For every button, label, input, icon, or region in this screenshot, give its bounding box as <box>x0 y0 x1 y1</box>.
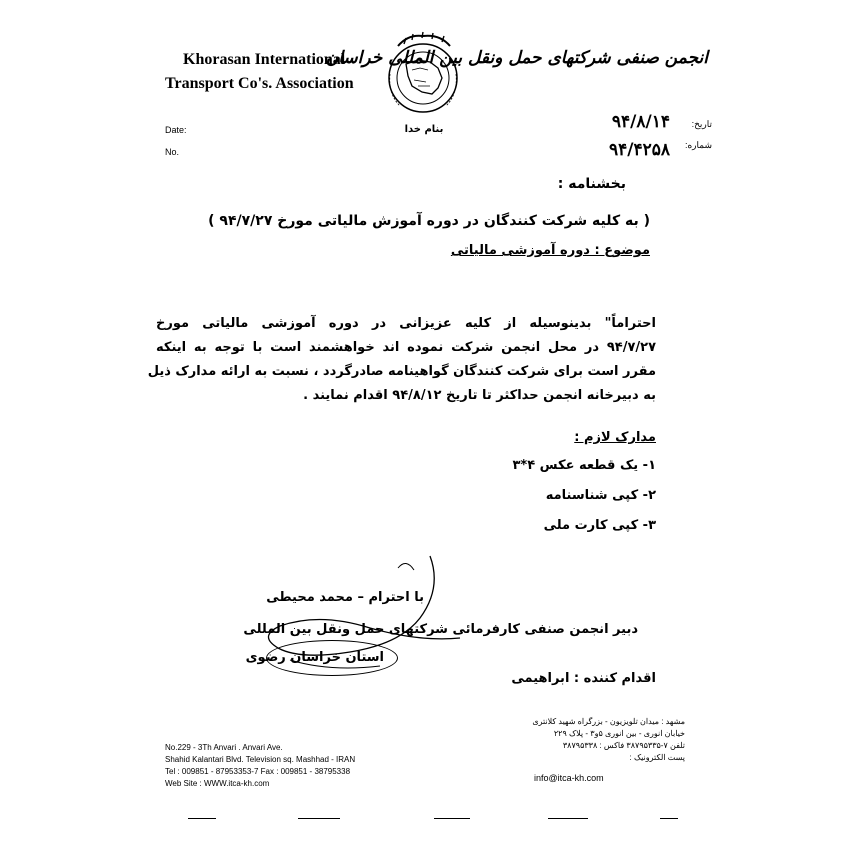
footer-address-fa <box>485 716 685 764</box>
org-name-fa: انجمن صنفی شرکتهای حمل ونقل بین المللی خراسان <box>325 48 708 68</box>
paragraph-line: به دبیرخانه انجمن حداکثر تا تاریخ ۹۴/۸/۱۲ اقدام نمایند . <box>303 388 656 403</box>
paragraph-line: احتراماً" بدینوسیله از کلیه عزیزانی در دوره آموزشی مالیاتی مورخ <box>156 316 656 331</box>
number-value: ۹۴/۴۲۵۸ <box>609 140 670 160</box>
action-by: اقدام کننده : ابراهیمی <box>511 671 656 686</box>
date-label-en: Date: <box>165 125 187 135</box>
footer-address-en <box>165 742 355 790</box>
required-doc-item: ۲- کپی شناسنامه <box>545 488 656 503</box>
footer-en-line: Web Site : WWW.itca-kh.com <box>165 779 270 788</box>
footer-divider <box>660 818 678 819</box>
footer-en-line: Shahid Kalantari Blvd. Television sq. Mashhad - IRAN <box>165 755 356 764</box>
stamp-text: استان خراسان رضوی <box>245 650 384 665</box>
body-paragraph <box>147 316 656 412</box>
date-value: ۹۴/۸/۱۴ <box>611 112 670 132</box>
paragraph-line: مقرر است برای شرکت کنندگان گواهینامه صادرگردد ، نسبت به ارائه مدارک ذیل <box>147 364 656 379</box>
org-name-en-line2: Transport Co's. Association <box>165 75 354 92</box>
subject-line: موضوع : دوره آموزشی مالیاتی <box>450 243 650 258</box>
recipients-line: ( به کلیه شرکت کنندگان در دوره آموزش مالیاتی مورخ ۹۴/۷/۲۷ ) <box>208 213 650 229</box>
footer-fa-line: مشهد : میدان تلویزیون - بزرگراه شهید کلانتری <box>532 717 685 726</box>
footer-en-line: Tel : 009851 - 87953353-7 Fax : 009851 - 38795338 <box>165 767 351 776</box>
association-emblem <box>382 24 464 136</box>
footer-email: info@itca-kh.com <box>534 773 604 783</box>
footer-fa-line: پست الکترونیک : <box>629 753 685 762</box>
footer-divider <box>434 818 470 819</box>
paragraph-line: ۹۴/۷/۲۷ در محل انجمن شرکت نموده اند خواهشمند است با توجه به اینکه <box>156 340 656 355</box>
emblem-logo-icon <box>382 24 464 136</box>
footer-divider <box>188 818 216 819</box>
footer-en-line: No.229 - 3Th Anvari . Anvari Ave. <box>165 743 283 752</box>
number-label-en: No. <box>165 147 180 157</box>
required-doc-item: ۳- کپی کارت ملی <box>543 518 656 533</box>
emblem-caption: بنام خدا <box>404 124 444 135</box>
closing-line: با احترام – محمد محیطی <box>266 590 424 605</box>
footer-fa-line: تلفن ۷-۳۸۷۹۵۳۳۵ فاکس : ۳۸۷۹۵۳۳۸ <box>562 741 685 750</box>
footer-fa-line: خیابان انوری - بین انوری ۵و۳ - پلاک ۲۲۹ <box>553 729 685 738</box>
required-docs-title: مدارک لازم : <box>574 430 656 445</box>
required-doc-item: ۱- یک قطعه عکس ۴*۳ <box>512 458 656 473</box>
footer-divider <box>298 818 340 819</box>
org-name-en-line1: Khorasan International <box>183 51 346 68</box>
signer-position: دبیر انجمن صنفی کارفرمائی شرکتهای حمل ونقل بین المللی <box>243 622 638 637</box>
footer-divider <box>548 818 588 819</box>
date-label-fa: تاریخ: <box>691 119 712 129</box>
circular-title: بخشنامه : <box>557 176 626 192</box>
required-docs-list <box>512 458 656 548</box>
number-label-fa: شماره: <box>684 140 712 150</box>
